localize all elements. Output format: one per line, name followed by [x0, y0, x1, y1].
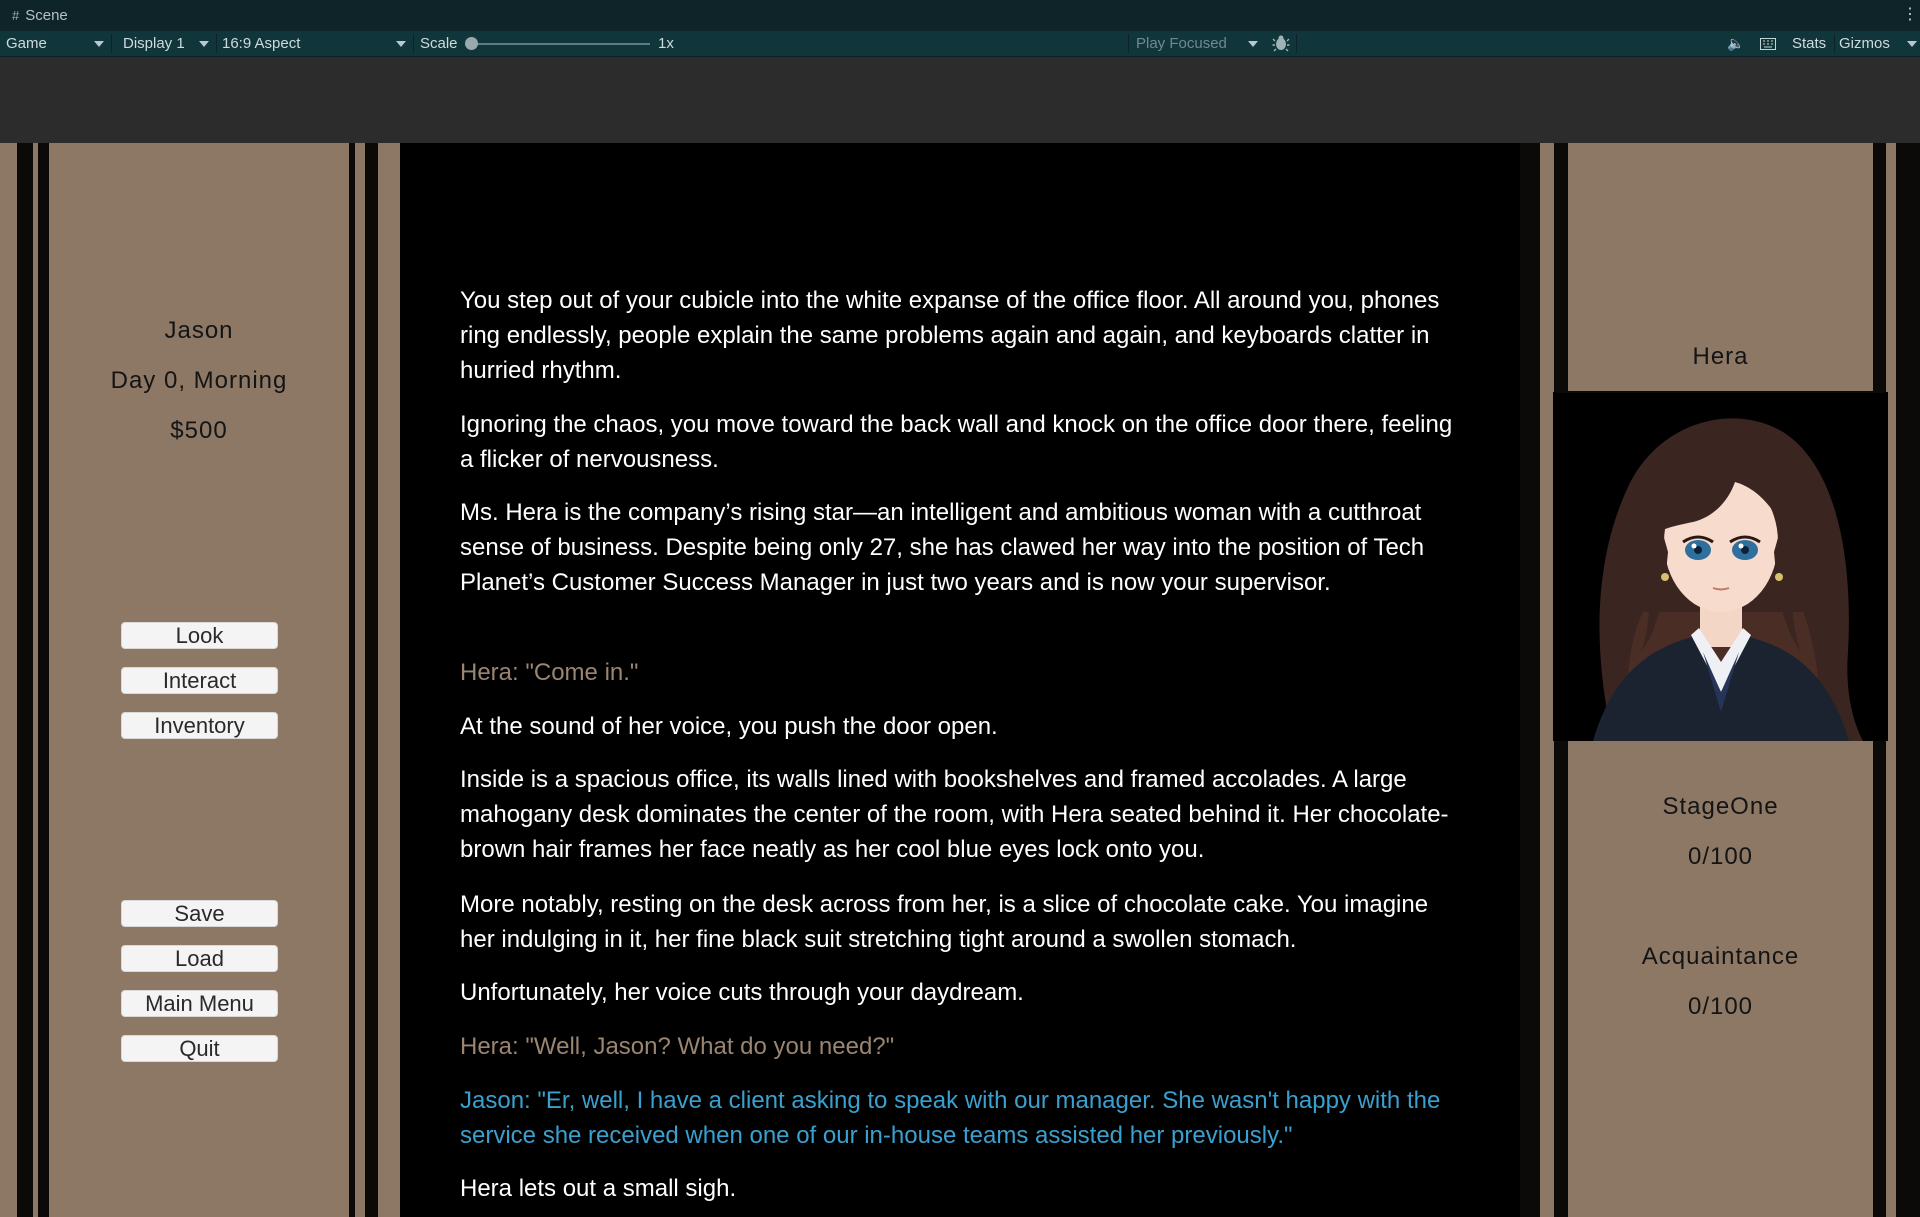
tab-scene-label: Scene [25, 7, 68, 24]
interact-button[interactable]: Interact [121, 667, 278, 694]
story-paragraph: Unfortunately, her voice cuts through your daydream. [460, 979, 1024, 1006]
divider [216, 34, 217, 53]
npc-stat-label: StageOne [1662, 793, 1779, 820]
story-text-panel[interactable] [400, 143, 1520, 1217]
game-view-toolbar [0, 31, 1920, 57]
main-menu-button[interactable]: Main Menu [121, 990, 278, 1017]
story-paragraph: Ignoring the chaos, you move toward the back wall and knock on the office door there, feeling a flicker of nervousness. [460, 411, 1453, 473]
look-button[interactable]: Look [121, 622, 278, 649]
player-name: Jason [164, 317, 234, 344]
story-paragraph: Ms. Hera is the company’s rising star—an intelligent and ambitious woman with a cutthroat sense of business. Despite being only 27, she has clawed her way into the position of Tech Planet’s Customer Success Manager in just two years and is now your supervisor. [460, 499, 1425, 596]
npc-stat-label: Acquaintance [1641, 943, 1800, 970]
chevron-down-icon [1248, 41, 1258, 47]
frame-bar [38, 143, 49, 1217]
game-view-letterbox [0, 57, 1920, 143]
npc-panel [1568, 143, 1873, 1217]
chevron-down-icon [1907, 41, 1917, 47]
frame-bar [349, 143, 355, 1217]
story-paragraph: Inside is a spacious office, its walls lined with bookshelves and framed accolades. A large mahogany desk dominates the center of the room, with Hera seated behind it. Her chocolate-brown hair frames her face neatly as her cool blue eyes lock onto you. [460, 766, 1449, 863]
tab-scene[interactable] [2, 0, 92, 31]
view-dropdown[interactable] [0, 31, 110, 56]
frame-bar [1896, 143, 1920, 1217]
scale-value: 1x [658, 35, 674, 52]
player-panel [49, 143, 349, 1217]
aspect-dropdown-label: 16:9 Aspect [222, 35, 301, 52]
chevron-down-icon [199, 41, 209, 47]
story-paragraph: At the sound of her voice, you push the door open. [460, 713, 998, 740]
story-paragraph: Hera lets out a small sigh. [460, 1175, 737, 1202]
chevron-down-icon [396, 41, 406, 47]
frame-bar [365, 143, 378, 1217]
view-dropdown-label: Game [6, 35, 47, 52]
hera-dialogue: Hera: "Well, Jason? What do you need?" [460, 1033, 895, 1060]
player-money: $500 [170, 417, 228, 444]
bug-icon[interactable] [1272, 34, 1290, 52]
npc-stat-value: 0/100 [1687, 993, 1754, 1020]
aspect-dropdown[interactable] [218, 31, 412, 56]
divider [111, 34, 112, 53]
frame-bar [1520, 143, 1540, 1217]
npc-portrait [1553, 392, 1888, 741]
divider [1296, 34, 1297, 53]
npc-name: Hera [1692, 343, 1749, 370]
portrait-frame-top [1555, 391, 1885, 393]
game-view [0, 143, 1920, 1217]
jason-dialogue: Jason: "Er, well, I have a client asking to speak with our manager. She wasn't happy with the service she received when one of our in-house teams assisted her previously." [460, 1087, 1441, 1149]
scale-slider-handle[interactable] [465, 37, 478, 50]
load-button[interactable]: Load [121, 945, 278, 972]
stats-button[interactable]: Stats [1792, 35, 1827, 52]
game-time: Day 0, Morning [110, 367, 288, 394]
keyboard-icon[interactable] [1757, 33, 1779, 54]
hera-dialogue: Hera: "Come in." [460, 659, 639, 686]
audio-icon[interactable]: 🔈 [1727, 35, 1745, 51]
display-dropdown-label: Display 1 [123, 35, 185, 52]
quit-button[interactable]: Quit [121, 1035, 278, 1062]
display-dropdown[interactable] [115, 31, 215, 56]
story-paragraph: More notably, resting on the desk across from her, is a slice of chocolate cake. You imagine her indulging in it, her fine black suit stretching tight around a swollen stomach. [460, 891, 1429, 953]
divider [1834, 34, 1835, 53]
more-options-icon[interactable]: ⋮ [1902, 6, 1918, 23]
scale-label: Scale [420, 35, 458, 52]
scale-slider-track[interactable] [470, 43, 650, 45]
play-mode-label: Play Focused [1136, 35, 1227, 52]
npc-stat-value: 0/100 [1687, 843, 1754, 870]
chevron-down-icon [94, 41, 104, 47]
gizmos-dropdown[interactable] [1836, 31, 1920, 56]
story-paragraph: You step out of your cubicle into the white expanse of the office floor. All around you, phones ring endlessly, people explain the same problems again and again, and keyboards clatter in hurried rhythm. [460, 287, 1440, 384]
frame-bar [17, 143, 33, 1217]
save-button[interactable]: Save [121, 900, 278, 927]
play-mode-dropdown[interactable] [1130, 31, 1264, 56]
divider [1128, 34, 1129, 53]
editor-tab-bar [0, 0, 1920, 31]
divider [413, 34, 414, 53]
inventory-button[interactable]: Inventory [121, 712, 278, 739]
gizmos-label: Gizmos [1839, 35, 1890, 52]
grid-icon: # [12, 8, 20, 23]
